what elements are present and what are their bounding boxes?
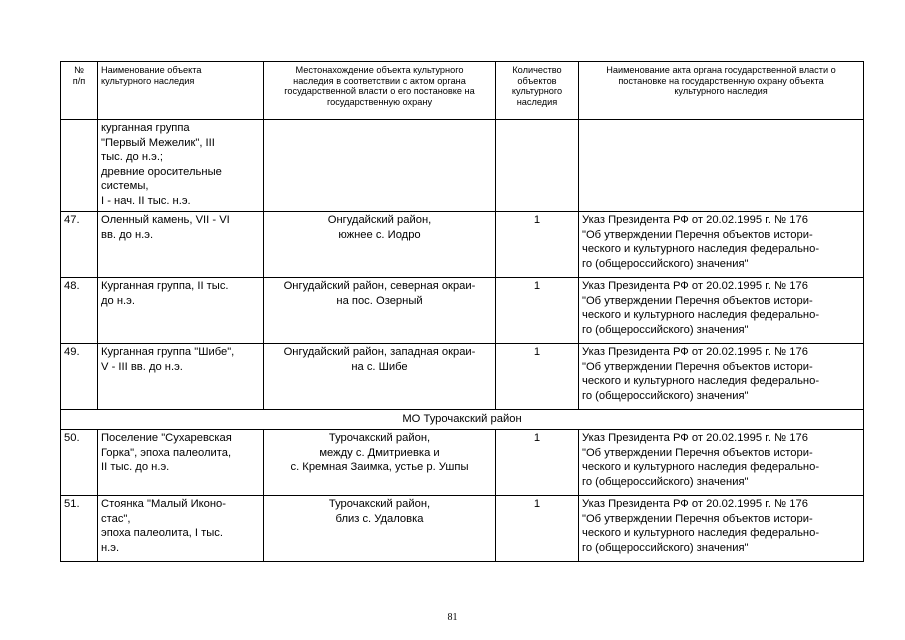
cell-text-line: наследия — [516, 96, 558, 107]
cell-count: 1 — [496, 212, 579, 278]
cell-text-line: го (общероссийского) значения" — [582, 541, 749, 554]
cell-text-line: Наименование акта органа государственной власти о — [606, 65, 836, 75]
cell-text-line: культурного наследия — [674, 86, 768, 97]
cell-text-line: Горка", эпоха палеолита, — [101, 446, 232, 459]
cell-text-line: Турочакский район, — [328, 498, 431, 510]
cell-text-line: между с. Дмитриевка и — [319, 446, 440, 459]
table-row — [61, 430, 864, 496]
cell-text-line: государственную охрану — [326, 96, 433, 107]
heritage-table-container — [60, 61, 863, 562]
cell-count: 1 — [496, 344, 579, 410]
table-row — [61, 212, 864, 278]
cell-text-line: государственной власти о его постановке на — [284, 86, 475, 97]
cell-text-line: Стоянка "Малый Иконо- — [101, 498, 226, 510]
cell-count: 1 — [496, 430, 579, 496]
cell-act — [579, 496, 864, 562]
table-row-continuation — [61, 120, 864, 212]
cell-text-line: Указ Президента РФ от 20.02.1995 г. № 176 — [582, 214, 808, 226]
cell-text-line: го (общероссийского) значения" — [582, 475, 749, 488]
section-title: МО Турочакский район — [61, 410, 864, 430]
cell-text-line: го (общероссийского) значения" — [582, 389, 749, 402]
cell-text-line: "Об утверждении Перечня объектов истори- — [582, 228, 813, 241]
cell-location — [264, 344, 496, 410]
cell-text-line: на с. Шибе — [351, 360, 408, 373]
cell-num: 51. — [61, 496, 98, 562]
cell-text-line: Оленный камень, VII - VI — [101, 214, 230, 226]
page-number: 81 — [447, 612, 458, 623]
cell-name — [98, 496, 264, 562]
cell-location — [264, 496, 496, 562]
cell-num: 47. — [61, 212, 98, 278]
cell-text-line: близ с. Удаловка — [335, 512, 424, 525]
cell-text-line: н.э. — [101, 541, 120, 554]
cell-name — [98, 278, 264, 344]
cell-num — [61, 120, 98, 212]
cell-num: 50. — [61, 430, 98, 496]
cell-act — [579, 212, 864, 278]
rows-turochak — [61, 430, 864, 562]
header-act — [579, 62, 864, 120]
table-row — [61, 278, 864, 344]
cell-text-line: Количество — [512, 65, 562, 75]
cell-text-line: системы, — [101, 180, 149, 193]
cell-text-line: древние оросительные — [101, 165, 222, 178]
cell-text-line: I - нач. II тыс. н.э. — [101, 194, 191, 207]
cell-act — [579, 430, 864, 496]
header-count — [496, 62, 579, 120]
cell-text-line: Онгудайский район, — [327, 214, 432, 226]
cell-text-line: "Об утверждении Перечня объектов истори- — [582, 446, 813, 459]
section-row — [61, 410, 864, 430]
heritage-objects-table — [60, 61, 864, 562]
cell-text-line: ческого и культурного наследия федерально- — [582, 375, 820, 388]
cell-text-line: культурного наследия — [101, 75, 195, 86]
cell-location — [264, 278, 496, 344]
cell-text-line: объектов — [517, 75, 557, 86]
cell-text-line: Наименование объекта — [101, 65, 202, 75]
table-row — [61, 344, 864, 410]
cell-count — [496, 120, 579, 212]
cell-num: 49. — [61, 344, 98, 410]
cell-text-line: II тыс. до н.э. — [101, 461, 170, 474]
cell-text-line: "Первый Межелик", III — [101, 136, 215, 149]
cell-text-line: ческого и культурного наследия федерально- — [582, 243, 820, 256]
cell-text-line: Указ Президента РФ от 20.02.1995 г. № 176 — [582, 432, 808, 444]
cell-text-line: п/п — [72, 75, 86, 86]
cell-text-line: "Об утверждении Перечня объектов истори- — [582, 512, 813, 525]
header-name — [98, 62, 264, 120]
cell-act — [579, 120, 864, 212]
cell-text-line: до н.э. — [101, 294, 135, 307]
cell-count: 1 — [496, 496, 579, 562]
cell-text-line: Поселение "Сухаревская — [101, 432, 232, 444]
cell-text-line: Указ Президента РФ от 20.02.1995 г. № 176 — [582, 346, 808, 358]
cell-count: 1 — [496, 278, 579, 344]
rows-ongudai — [61, 212, 864, 410]
cell-text-line: наследия в соответствии с актом органа — [293, 75, 466, 86]
cell-name — [98, 344, 264, 410]
table-row — [61, 496, 864, 562]
cell-act — [579, 344, 864, 410]
cell-text-line: ческого и культурного наследия федерально- — [582, 527, 820, 540]
cell-text-line: Указ Президента РФ от 20.02.1995 г. № 176 — [582, 280, 808, 292]
cell-text-line: с. Кремная Заимка, устье р. Ушпы — [290, 461, 469, 474]
cell-act — [579, 278, 864, 344]
cell-text-line: Курганная группа, II тыс. — [101, 280, 229, 292]
cell-text-line: Онгудайский район, западная окраи- — [283, 346, 476, 358]
cell-text-line: постановке на государственную охрану объекта — [618, 75, 824, 86]
cell-text-line: го (общероссийского) значения" — [582, 323, 749, 336]
cell-text-line: "Об утверждении Перечня объектов истори- — [582, 294, 813, 307]
cell-text-line: эпоха палеолита, I тыс. — [101, 527, 223, 540]
cell-location — [264, 212, 496, 278]
cell-location — [264, 430, 496, 496]
cell-text-line: курганная группа — [101, 122, 190, 134]
cell-text-line: ческого и культурного наследия федерально- — [582, 461, 820, 474]
cell-text-line: вв. до н.э. — [101, 228, 154, 241]
cell-text-line: V - III вв. до н.э. — [101, 360, 183, 373]
cell-text-line: на пос. Озерный — [336, 294, 423, 307]
cell-name — [98, 430, 264, 496]
cell-text-line: Онгудайский район, северная окраи- — [283, 280, 476, 292]
cell-text-line: "Об утверждении Перечня объектов истори- — [582, 360, 813, 373]
cell-text-line: Турочакский район, — [328, 432, 431, 444]
cell-text-line: Курганная группа "Шибе", — [101, 346, 235, 358]
cell-text-line: южнее с. Иодро — [338, 228, 421, 241]
header-num — [61, 62, 98, 120]
cell-text-line: тыс. до н.э.; — [101, 151, 164, 164]
cell-location — [264, 120, 496, 212]
cell-text-line: го (общероссийского) значения" — [582, 257, 749, 270]
cell-text-line: Указ Президента РФ от 20.02.1995 г. № 176 — [582, 498, 808, 510]
cell-name — [98, 212, 264, 278]
cell-name — [98, 120, 264, 212]
cell-text-line: ческого и культурного наследия федерально- — [582, 309, 820, 322]
cell-num: 48. — [61, 278, 98, 344]
cell-text-line: № — [74, 65, 84, 75]
table-header-row — [61, 62, 864, 120]
cell-text-line: стас", — [101, 512, 131, 525]
cell-text-line: Местонахождение объекта культурного — [295, 65, 464, 75]
header-location — [264, 62, 496, 120]
cell-text-line: культурного — [511, 86, 563, 97]
